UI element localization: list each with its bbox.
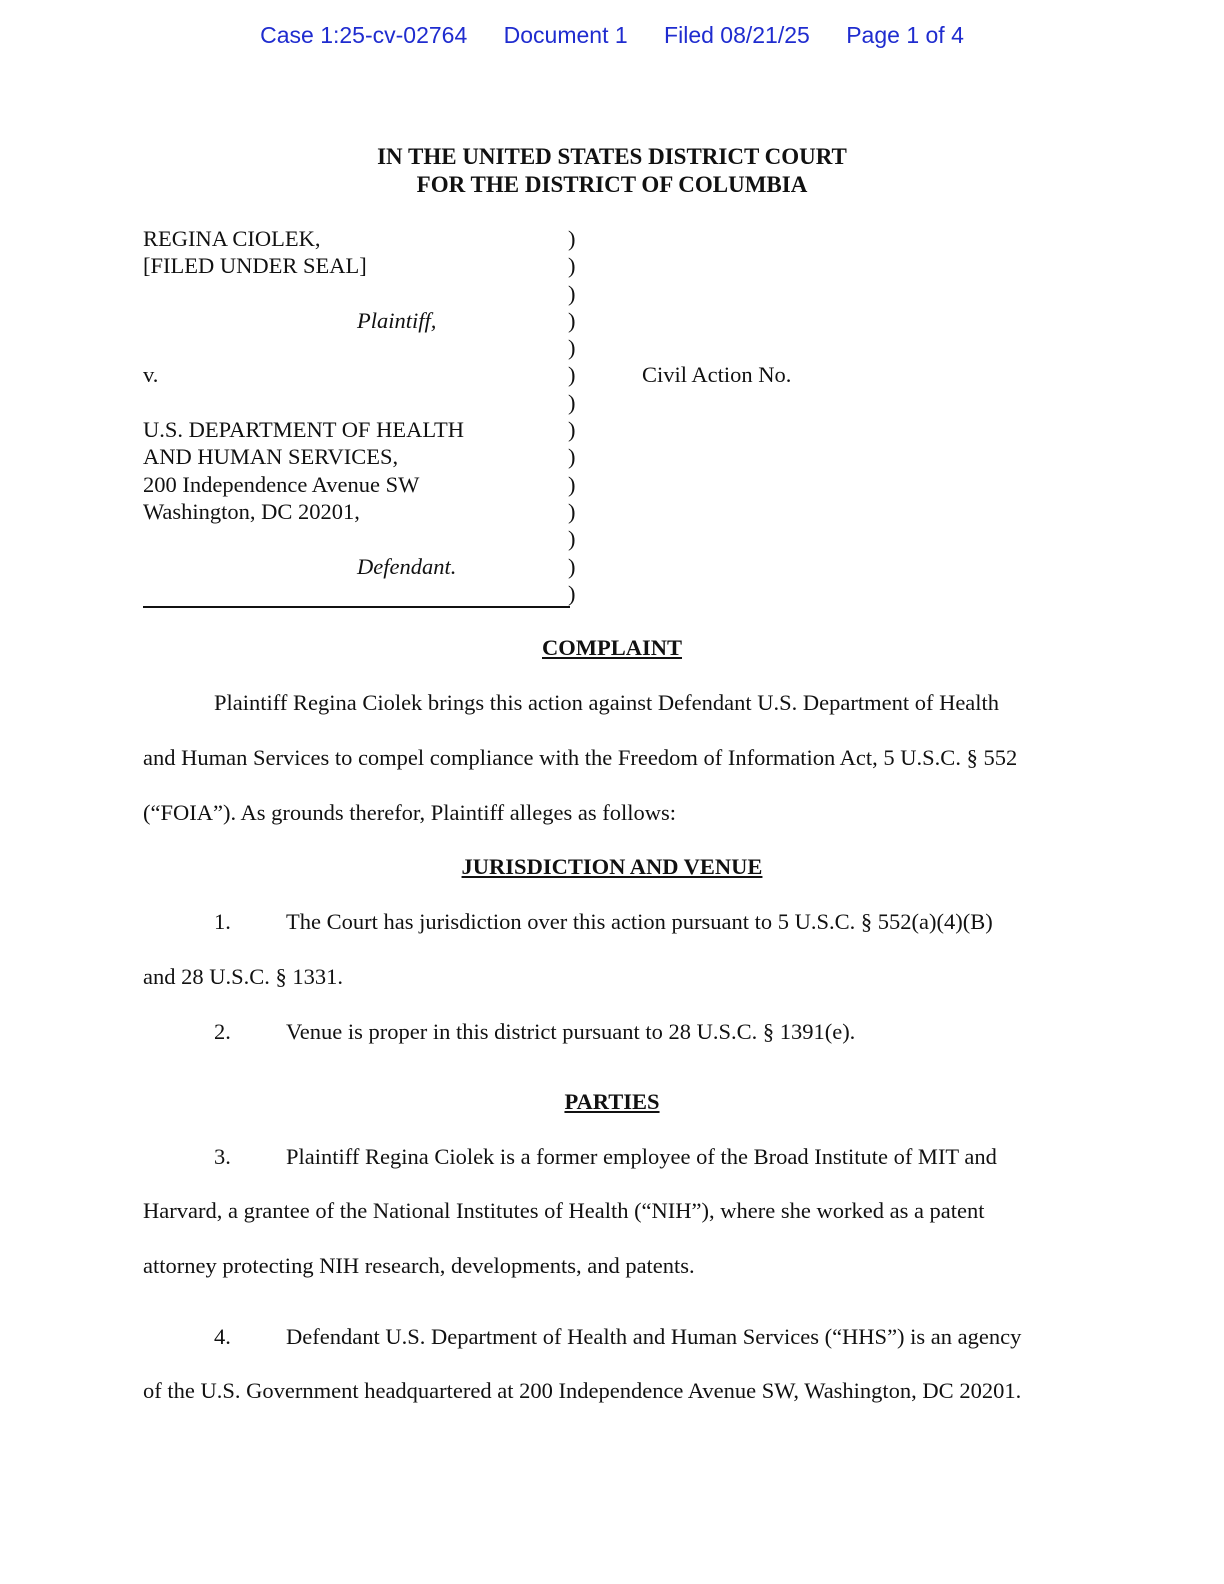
caption-paren: ): [568, 444, 576, 470]
defendant-address-line-2: Washington, DC 20201,: [143, 498, 360, 524]
paragraph-line: Plaintiff Regina Ciolek is a former employee of the Broad Institute of MIT and: [286, 1144, 997, 1169]
caption-paren: ): [568, 226, 576, 251]
caption-paren: ): [568, 580, 576, 606]
caption-spacer: [143, 280, 464, 307]
paragraph-line: Harvard, a grantee of the National Institutes of Health (“NIH”), where she worked as a patent: [143, 1198, 985, 1223]
caption-paren: ): [568, 280, 576, 306]
paragraph-line: Defendant U.S. Department of Health and Human Services (“HHS”) is an agency: [286, 1324, 1022, 1349]
jurisdiction-heading: JURISDICTION AND VENUE: [461, 854, 763, 879]
caption-paren: ): [568, 307, 576, 333]
parties-heading: PARTIES: [564, 1089, 660, 1114]
paragraph-line: The Court has jurisdiction over this action pursuant to 5 U.S.C. § 552(a)(4)(B): [286, 909, 993, 934]
document-number: Document 1: [503, 22, 628, 48]
caption-spacer: [143, 389, 464, 416]
case-caption-parties: [143, 225, 464, 580]
court-title-line-1: IN THE UNITED STATES DISTRICT COURT: [377, 144, 847, 169]
caption-underline: [143, 606, 570, 608]
caption-spacer: [143, 334, 464, 361]
caption-paren: ): [568, 526, 576, 552]
complaint-heading: COMPLAINT: [542, 635, 682, 660]
paragraph-number: 2.: [214, 1019, 231, 1044]
intro-line: (“FOIA”). As grounds therefor, Plaintiff alleges as follows:: [143, 800, 676, 825]
versus: v.: [143, 362, 159, 388]
defendant-name-line-2: AND HUMAN SERVICES,: [143, 444, 399, 470]
court-title: [0, 143, 1224, 199]
intro-line: Plaintiff Regina Ciolek brings this action against Defendant U.S. Department of Health: [214, 690, 1000, 715]
ecf-filing-header: [0, 22, 1224, 49]
caption-paren: ): [568, 417, 576, 443]
paragraph-line: attorney protecting NIH research, developments, and patents.: [143, 1253, 695, 1278]
defendant-address-line-1: 200 Independence Avenue SW: [143, 471, 420, 497]
caption-paren: ): [568, 253, 576, 279]
defendant-role: Defendant.: [357, 553, 457, 579]
paragraph-line: Venue is proper in this district pursuant to 28 U.S.C. § 1391(e).: [286, 1019, 856, 1044]
court-title-line-2: FOR THE DISTRICT OF COLUMBIA: [416, 172, 808, 197]
civil-action-number: Civil Action No.: [642, 362, 792, 387]
plaintiff-name: REGINA CIOLEK,: [143, 226, 321, 251]
paragraph-line: and 28 U.S.C. § 1331.: [143, 964, 344, 989]
caption-paren: ): [568, 362, 576, 388]
caption-paren: ): [568, 553, 576, 579]
caption-spacer: [143, 525, 464, 552]
plaintiff-seal-note: [FILED UNDER SEAL]: [143, 253, 367, 279]
paragraph-line: of the U.S. Government headquartered at 200 Independence Avenue SW, Washington, DC 20201.: [143, 1378, 1022, 1403]
intro-line: and Human Services to compel compliance with the Freedom of Information Act, 5 U.S.C. § 552: [143, 745, 1018, 770]
caption-paren: ): [568, 498, 576, 524]
defendant-name-line-1: U.S. DEPARTMENT OF HEALTH: [143, 417, 464, 443]
filed-date: Filed 08/21/25: [664, 22, 810, 48]
paragraph-number: 4.: [214, 1324, 231, 1349]
caption-paren: ): [568, 471, 576, 497]
plaintiff-role: Plaintiff,: [357, 307, 437, 333]
caption-parentheses-column: [568, 225, 576, 607]
caption-paren: ): [568, 389, 576, 415]
case-number: Case 1:25-cv-02764: [260, 22, 468, 48]
page-indicator: Page 1 of 4: [846, 22, 964, 48]
caption-paren: ): [568, 335, 576, 361]
paragraph-number: 3.: [214, 1144, 231, 1169]
paragraph-number: 1.: [214, 909, 231, 934]
